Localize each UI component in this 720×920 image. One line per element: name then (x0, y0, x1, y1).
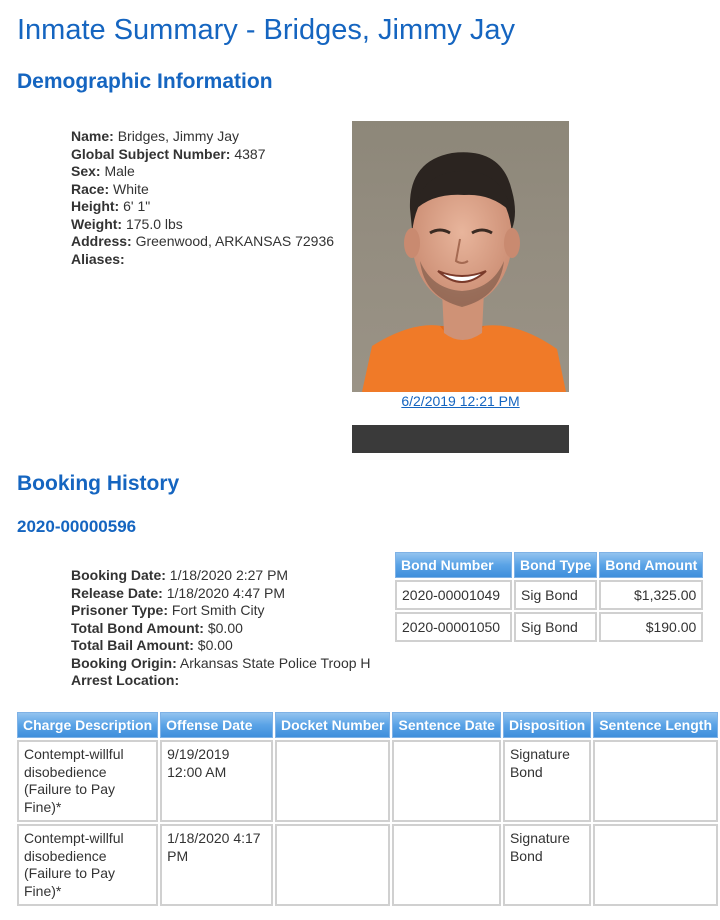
bond-amount-header: Bond Amount (599, 552, 703, 578)
booking-info (71, 567, 371, 690)
disposition-cell: Signature Bond (503, 824, 591, 906)
booking-number: 2020-00000596 (17, 517, 137, 536)
height-row: Height: 6' 1" (71, 198, 151, 214)
sentence-length-cell (593, 824, 718, 906)
photo-date-link[interactable]: 6/2/2019 12:21 PM (401, 393, 520, 409)
offense-date-cell: 9/19/2019 12:00 AM (160, 740, 273, 822)
bond-type-cell: Sig Bond (514, 612, 597, 642)
bond-amount-cell: $190.00 (599, 612, 703, 642)
address-row: Address: Greenwood, ARKANSAS 72936 (71, 233, 335, 249)
release-date-row: Release Date: 1/18/2020 4:47 PM (71, 584, 286, 601)
sentence-date-header: Sentence Date (392, 712, 500, 738)
table-row (395, 612, 703, 642)
weight-row: Weight: 175.0 lbs (71, 215, 183, 232)
sentence-date-cell (392, 740, 500, 822)
second-photo-thumbnail[interactable] (352, 425, 569, 453)
booking-origin-row: Booking Origin: Arkansas State Police Troop H (71, 654, 371, 671)
bond-type-header: Bond Type (514, 552, 597, 578)
sentence-length-header: Sentence Length (593, 712, 718, 738)
mugshot-photo[interactable] (352, 121, 569, 392)
bond-number-cell: 2020-00001049 (395, 580, 512, 610)
disposition-cell: Signature Bond (503, 740, 591, 822)
demographic-heading: Demographic Information (17, 70, 273, 93)
booking-date-row: Booking Date: 1/18/2020 2:27 PM (71, 567, 289, 583)
arrest-location-row: Arrest Location: (71, 672, 180, 688)
charge-description-header: Charge Description (17, 712, 158, 738)
table-row (17, 824, 718, 906)
demographic-info (71, 128, 334, 268)
table-row (395, 580, 703, 610)
disposition-header: Disposition (503, 712, 591, 738)
offense-date-header: Offense Date (160, 712, 273, 738)
sentence-date-cell (392, 824, 500, 906)
booking-history-heading: Booking History (17, 472, 180, 495)
aliases-row: Aliases: (71, 250, 125, 267)
bond-table-header-row (395, 552, 703, 578)
docket-number-header: Docket Number (275, 712, 390, 738)
mugshot-illustration (352, 121, 569, 392)
page-title: Inmate Summary - Bridges, Jimmy Jay (17, 14, 515, 46)
race-row: Race: White (71, 180, 149, 197)
prisoner-type-row: Prisoner Type: Fort Smith City (71, 602, 265, 618)
charge-table-header-row (17, 712, 718, 738)
bond-amount-cell: $1,325.00 (599, 580, 703, 610)
total-bail-row: Total Bail Amount: $0.00 (71, 637, 233, 653)
docket-number-cell (275, 824, 390, 906)
subject-number-row: Global Subject Number: 4387 (71, 145, 266, 162)
bond-number-header: Bond Number (395, 552, 512, 578)
sex-row: Sex: Male (71, 163, 135, 179)
total-bond-row: Total Bond Amount: $0.00 (71, 619, 243, 636)
bond-table (393, 550, 705, 644)
sentence-length-cell (593, 740, 718, 822)
bond-type-cell: Sig Bond (514, 580, 597, 610)
charge-description-cell: Contempt-willful disobedience (Failure to Pay Fine)* (17, 824, 158, 906)
docket-number-cell (275, 740, 390, 822)
offense-date-cell: 1/18/2020 4:17 PM (160, 824, 273, 906)
name-row: Name: Bridges, Jimmy Jay (71, 128, 240, 144)
charge-description-cell: Contempt-willful disobedience (Failure to Pay Fine)* (17, 740, 158, 822)
table-row (17, 740, 718, 822)
bond-number-cell: 2020-00001050 (395, 612, 512, 642)
charge-table (15, 710, 720, 908)
